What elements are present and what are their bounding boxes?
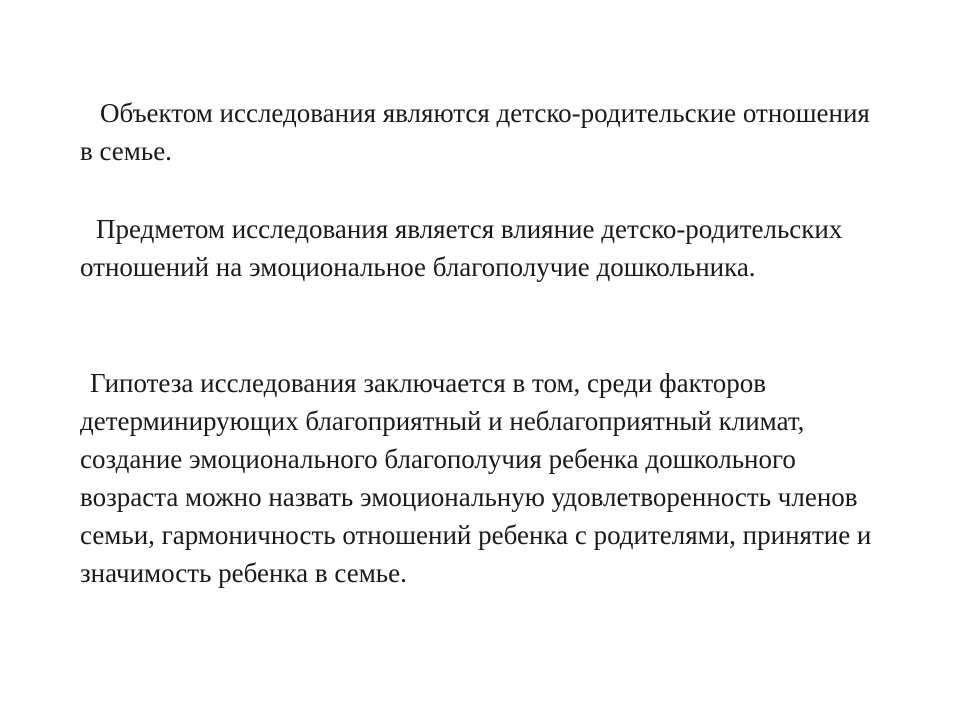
paragraph-research-subject: Предметом исследования является влияние детско-родительских отношений на эмоциональное благополучие дошкольника. (80, 214, 843, 282)
paragraph-research-hypothesis: Гипотеза исследования заключается в том, среди факторов детерминирующих благоприятный и неблагоприятный климат, создание эмоционального благополучия ребенка дошкольного возраста можно назвать эмоциональную удовлетворенность членов семьи, гармоничность отношений ребенка с родителями, принятие и значимость ребенка в семье. (80, 368, 872, 588)
paragraph-research-object: Объектом исследования являются детско-родительские отношения в семье. (80, 98, 870, 166)
